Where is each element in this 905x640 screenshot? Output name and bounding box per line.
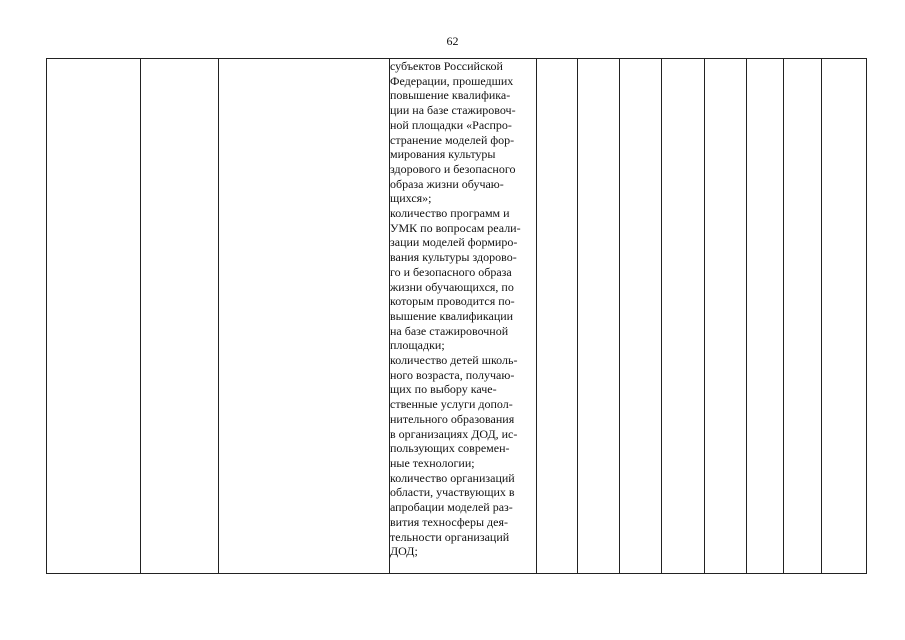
cell-text-line: площадки; [390,338,445,353]
cell-text-line: пользующих современ- [390,441,510,456]
cell-text-line: щихся»; [390,191,432,206]
cell-text-line: повышение квалифика- [390,88,511,103]
cell-text-line: вания культуры здорово- [390,250,517,265]
cell-text-line: которым проводится по- [390,294,515,309]
cell-text-line: Федерации, прошедших [390,73,514,88]
table-cell-empty [784,59,822,574]
cell-text-line: мирования культуры [390,147,496,162]
indicators-cell [390,59,537,574]
cell-text-line: здорового и безопасного [390,161,516,176]
cell-text-line: вития техносферы дея- [390,514,508,529]
table-cell-empty [537,59,578,574]
table-cell-empty [578,59,620,574]
cell-text-line: УМК по вопросам реали- [390,220,521,235]
table-cell-empty [620,59,662,574]
cell-text-line: количество организаций [390,470,515,485]
table-cell-empty [747,59,784,574]
cell-text-line: жизни обучающихся, по [390,279,514,294]
cell-text-line: образа жизни обучаю- [390,176,504,191]
cell-text-line: ции на базе стажировоч- [390,103,516,118]
cell-text-line: количество детей школь- [390,353,518,368]
page-number: 62 [446,34,459,48]
cell-text-line: ного возраста, получаю- [390,367,515,382]
table-cell-empty [705,59,747,574]
table-cell-empty [662,59,705,574]
table-cell-empty [141,59,219,574]
cell-text-line: количество программ и [390,206,510,221]
cell-text-line: ственные услуги допол- [390,397,513,412]
cell-text-line: на базе стажировочной [390,323,509,338]
cell-text-line: го и безопасного образа [390,264,512,279]
cell-text-line: ные технологии; [390,455,475,470]
document-table [46,58,867,574]
cell-text-line: тельности организаций [390,529,510,544]
cell-text-line: вышение квалификации [390,308,514,323]
cell-text-line: нительного образования [390,411,515,426]
cell-text-line: странение моделей фор- [390,132,515,147]
table-cell-empty [822,59,867,574]
cell-text-line: в организациях ДОД, ис- [390,426,518,441]
table-cell-empty [47,59,141,574]
cell-text-line: ной площадки «Распро- [390,117,512,132]
cell-text-line: зации моделей формиро- [390,235,518,250]
table-row [47,59,867,574]
cell-text-line: ДОД; [390,544,418,559]
table-cell-empty [219,59,390,574]
cell-text-line: области, участвующих в [390,485,515,500]
cell-text-line: субъектов Российской [390,59,503,73]
cell-text-line: апробации моделей раз- [390,500,513,515]
cell-text-line: щих по выбору каче- [390,382,497,397]
